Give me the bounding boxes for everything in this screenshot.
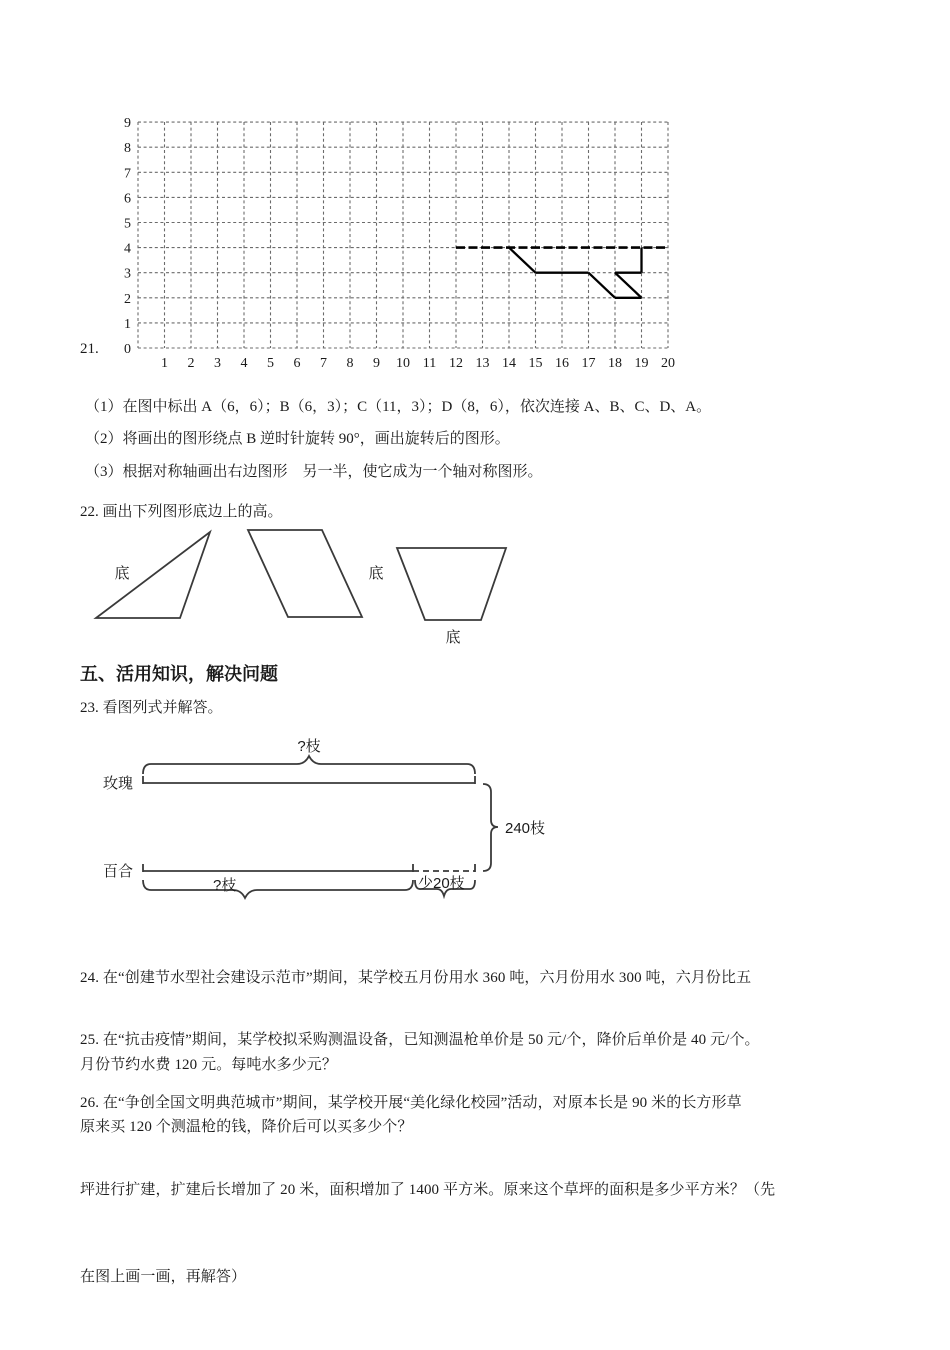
question-21-grid-block: [0, 100, 950, 375]
x-tick-1: 1: [161, 356, 168, 371]
y-axis-tick-labels: [124, 116, 131, 357]
coordinate-grid-chart: [110, 108, 710, 373]
x-tick-19: 19: [634, 356, 649, 371]
question-26-line-3: 在图上画一画，再解答）: [80, 1269, 247, 1285]
bottom-brace: [143, 880, 413, 898]
x-tick-14: 14: [502, 356, 516, 371]
triangle-shape: [96, 532, 210, 618]
question-21-sub-2: （2）将画出的图形绕点 B 逆时针旋转 90°，画出旋转后的图形。: [85, 431, 510, 447]
x-tick-8: 8: [346, 356, 354, 371]
question-21-sub-1: （1）在图中标出 A（6，6）；B（6，3）；C（11，3）；D（8，6），依次连接 A、B、C、D、A。: [85, 399, 712, 415]
question-25-line-1: 25. 在“抗击疫情”期间，某学校拟采购测温设备，已知测温枪单价是 50 元/个，降价后单价是 40 元/个。: [80, 1032, 760, 1048]
x-tick-10: 10: [396, 356, 410, 371]
small-brace-label-overlay: 少20枝: [418, 875, 465, 892]
x-tick-5: 5: [267, 356, 274, 371]
question-26-text: [80, 1031, 880, 1350]
y-tick-0: 0: [124, 342, 131, 357]
question-21-sub-3: （3）根据对称轴画出右边图形 另一半，使它成为一个轴对称图形。: [85, 464, 543, 480]
question-24-line-1: 24. 在“创建节水型社会建设示范市”期间，某学校五月份用水 360 吨，六月份用水 300 吨，六月份比五: [80, 970, 752, 986]
x-tick-4: 4: [240, 356, 248, 371]
y-tick-5: 5: [124, 216, 131, 232]
question-25-line-2: 原来买 120 个测温枪的钱，降价后可以买多少个？: [80, 1119, 413, 1135]
x-tick-11: 11: [422, 356, 437, 371]
x-tick-16: 16: [555, 356, 569, 371]
y-tick-2: 2: [124, 291, 131, 307]
question-26-line-2: 坪进行扩建，扩建后长增加了 20 米，面积增加了 1400 平方米。原来这个草坪的面积是多少平方米？（先: [80, 1182, 776, 1198]
seg-17-3-to-18-2: [589, 273, 616, 298]
section-heading: 五、活用知识，解决问题: [80, 664, 278, 684]
x-tick-6: 6: [293, 356, 301, 371]
y-tick-1: 1: [124, 316, 131, 332]
x-tick-12: 12: [449, 356, 463, 371]
seg-19-2-to-18-3: [615, 273, 642, 298]
triangle-base-label: 底: [114, 565, 130, 582]
x-tick-2: 2: [187, 356, 195, 371]
y-tick-6: 6: [124, 191, 131, 207]
right-brace: [483, 784, 498, 871]
question-24-line-2: 月份节约水费 120 元。每吨水多少元？: [80, 1057, 338, 1073]
question-23-bar-brace-diagram: [85, 726, 546, 918]
trapezoid-shape: [397, 548, 506, 620]
x-tick-18: 18: [608, 356, 622, 371]
y-tick-4: 4: [124, 241, 131, 257]
question-26-line-1: 26. 在“争创全国文明典范城市”期间，某学校开展“美化绿化校园”活动，对原本长是 90 米的长方形草: [80, 1095, 742, 1111]
x-tick-17: 17: [581, 356, 596, 371]
seg-14-4-to-15-3: [509, 248, 536, 273]
right-brace-label: 240枝: [505, 820, 546, 837]
x-tick-20: 20: [661, 356, 675, 371]
top-brace: [143, 756, 475, 774]
x-tick-9: 9: [373, 356, 380, 371]
parallelogram-shape: [248, 530, 362, 617]
x-tick-13: 13: [475, 356, 490, 371]
question-22-shapes: [80, 518, 600, 653]
x-tick-3: 3: [214, 356, 221, 371]
rose-row-label: 玫瑰: [102, 775, 133, 792]
question-23-text: 23. 看图列式并解答。: [80, 700, 223, 716]
grid-lines: [138, 122, 668, 348]
small-brace-label: 少20枝: [420, 900, 468, 917]
y-tick-9: 9: [124, 116, 131, 132]
parallelogram-base-label: 底: [368, 565, 384, 582]
question-22-text: 22. 画出下列图形底边上的高。: [80, 504, 283, 520]
bottom-brace-label: ?枝: [233, 901, 257, 918]
small-brace: [415, 880, 475, 896]
question-21-number: 21.: [80, 341, 99, 357]
y-tick-8: 8: [124, 141, 131, 157]
y-tick-3: 3: [124, 266, 131, 282]
lily-row-label: 百合: [102, 863, 133, 880]
bottom-brace-label-overlay: ?枝: [213, 877, 237, 894]
x-tick-7: 7: [320, 356, 327, 371]
trapezoid-base-label: 底: [445, 629, 461, 646]
x-tick-15: 15: [528, 356, 543, 371]
top-brace-label: ?枝: [297, 738, 321, 755]
x-axis-tick-labels: [161, 356, 675, 371]
y-tick-7: 7: [124, 166, 131, 182]
